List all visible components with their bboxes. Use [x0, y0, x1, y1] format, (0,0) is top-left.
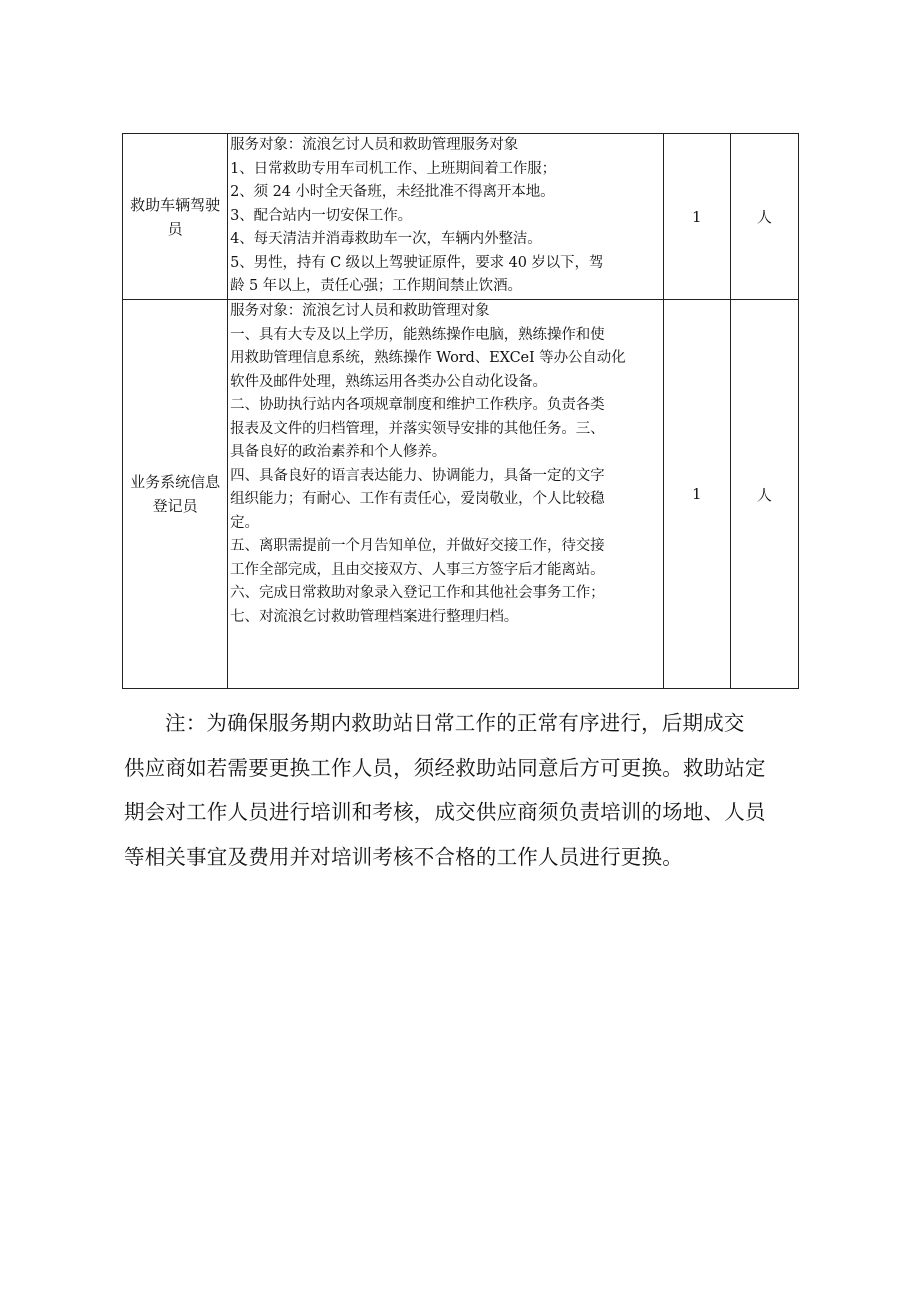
duty-line: 3、配合站内一切安保工作。 — [230, 207, 413, 224]
note-line: 期会对工作人员进行培训和考核，成交供应商须负责培训的场地、人员 — [124, 800, 766, 824]
duty-line: 四、具备良好的语言表达能力、协调能力，具备一定的文字 — [230, 467, 605, 484]
duty-line: 4、每天清洁并消毒救助车一次，车辆内外整洁。 — [230, 231, 542, 247]
table-row-driver — [123, 134, 799, 300]
duty-line: 服务对象：流浪乞讨人员和救助管理对象 — [230, 303, 490, 319]
note-line: 注：为确保服务期内救助站日常工作的正常有序进行，后期成交 — [165, 711, 745, 735]
note-line: 供应商如若需要更换工作人员，须经救助站同意后方可更换。救助站定 — [124, 755, 766, 780]
duty-line: 一、具有大专及以上学历，能熟练操作电脑，熟练操作和使 — [230, 326, 605, 343]
table-row-registrar — [123, 300, 799, 689]
duty-line: 二、协助执行站内各项规章制度和维护工作秩序。负责各类 — [230, 397, 605, 413]
duty-line: 定。 — [230, 514, 259, 531]
duty-line: 5、男性，持有 C 级以上驾驶证原件，要求 40 岁以下，驾 — [230, 254, 604, 271]
role-name-cell — [123, 300, 228, 689]
role-name-cell — [123, 134, 228, 300]
duty-line: 组织能力；有耐心、工作有责任心，爱岗敬业，个人比较稳 — [230, 491, 605, 507]
role-name: 救助车辆驾驶员 — [130, 195, 221, 238]
duty-line: 1、日常救助专用车司机工作、上班期间着工作服； — [230, 160, 557, 177]
unit-cell — [730, 134, 798, 300]
staffing-table — [122, 133, 799, 689]
duty-line: 具备良好的政治素养和个人修养。 — [230, 444, 447, 460]
duty-line: 2、须 24 小时全天备班，未经批准不得离开本地。 — [230, 184, 555, 200]
role-name: 业务系统信息登记员 — [130, 473, 221, 515]
unit-value: 人 — [756, 208, 772, 226]
duty-line: 龄 5 年以上，责任心强；工作期间禁止饮酒。 — [230, 278, 522, 294]
duty-line: 服务对象：流浪乞讨人员和救助管理服务对象 — [230, 137, 519, 153]
duty-line: 用救助管理信息系统，熟练操作 Word、EXCeI 等办公自动化 — [230, 350, 626, 366]
headcount-value: 1 — [692, 207, 702, 226]
unit-cell — [730, 300, 798, 689]
headcount-cell — [663, 134, 730, 300]
duty-line: 五、离职需提前一个月告知单位，并做好交接工作，待交接 — [230, 538, 605, 554]
duty-line: 软件及邮件处理，熟练运用各类办公自动化设备。 — [230, 373, 547, 390]
duty-description-cell — [228, 134, 664, 300]
duty-line: 报表及文件的归档管理，并落实领导安排的其他任务。三、 — [230, 420, 605, 437]
duty-description-cell — [228, 300, 664, 689]
duty-line: 工作全部完成，且由交接双方、人事三方签字后才能离站。 — [230, 561, 605, 578]
duty-line: 七、对流浪乞讨救助管理档案进行整理归档。 — [230, 608, 519, 625]
note-paragraph — [124, 701, 804, 879]
headcount-cell — [663, 300, 730, 689]
note-line: 等相关事宜及费用并对培训考核不合格的工作人员进行更换。 — [124, 844, 683, 869]
headcount-value: 1 — [692, 485, 702, 503]
duty-line: 六、完成日常救助对象录入登记工作和其他社会事务工作； — [230, 585, 605, 601]
unit-value: 人 — [756, 485, 772, 504]
